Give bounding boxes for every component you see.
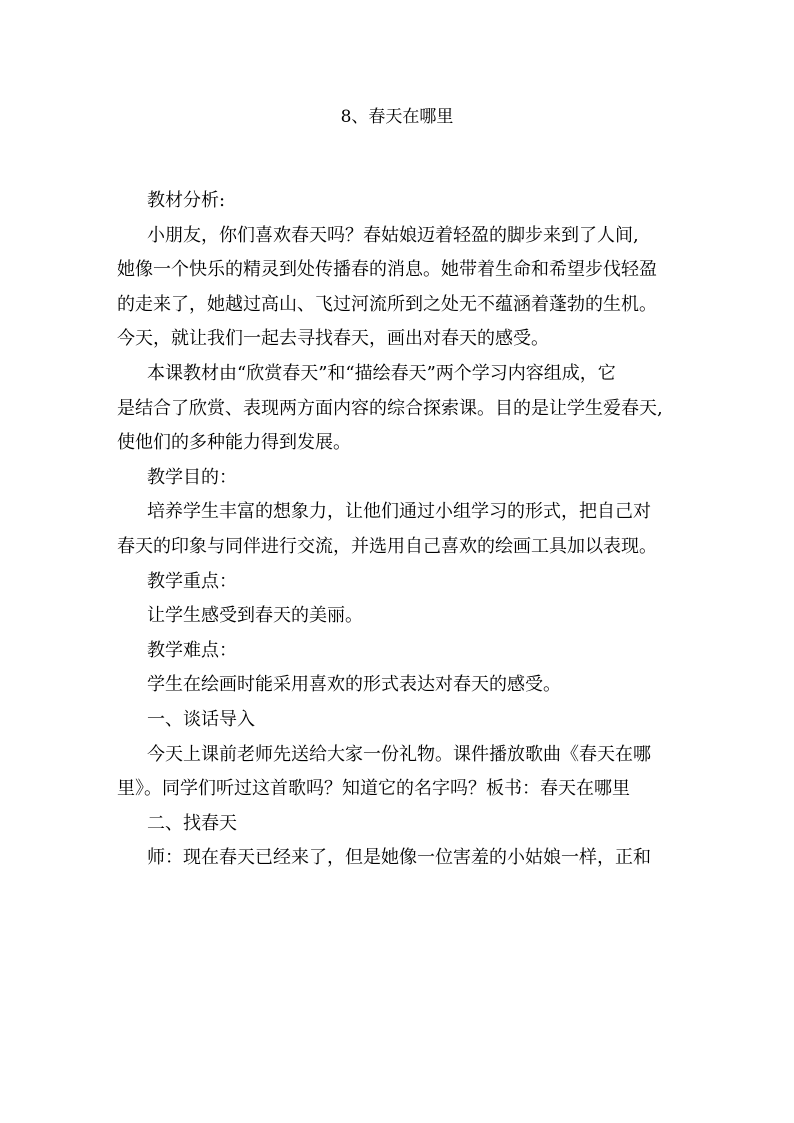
text-line: 教学重点：	[147, 570, 237, 592]
text-line: 里》。同学们听过这首歌吗？知道它的名字吗？板书：春天在哪里	[117, 778, 630, 800]
text-line: 今天，就让我们一起去寻找春天，画出对春天的感受。	[117, 328, 549, 350]
text-line: 教学目的：	[147, 466, 237, 488]
text-line: 教材分析:	[147, 190, 226, 211]
document-title: 8、春天在哪里	[340, 107, 454, 127]
text-line: 本课教材由“欣赏春天”和“描绘春天”两个学习内容组成，它	[147, 362, 616, 384]
text-line: 培养学生丰富的想象力，让他们通过小组学习的形式，把自己对	[147, 501, 651, 523]
text-line: 二、找春天	[147, 812, 237, 834]
text-line: 春天的印象与同伴进行交流，并选用自己喜欢的绘画工具加以表现。	[117, 535, 657, 557]
text-line: 小朋友，你们喜欢春天吗？春姑娘迈着轻盈的脚步来到了人间,	[147, 224, 639, 246]
text-line: 今天上课前老师先送给大家一份礼物。课件播放歌曲《春天在哪	[147, 743, 651, 765]
text-line: 她像一个快乐的精灵到处传播春的消息。她带着生命和希望步伐轻盈	[117, 259, 657, 281]
document-body	[117, 184, 687, 876]
text-line: 一、谈话导入	[147, 708, 255, 730]
text-line: 师：现在春天已经来了，但是她像一位害羞的小姑娘一样，正和	[147, 847, 651, 869]
text-line: 学生在绘画时能采用喜欢的形式表达对春天的感受。	[147, 674, 561, 696]
text-line: 的走来了，她越过高山、飞过河流所到之处无不蕴涵着蓬勃的生机。	[117, 293, 657, 315]
text-line: 让学生感受到春天的美丽。	[147, 605, 363, 627]
text-line: 教学难点：	[147, 639, 237, 661]
text-line: 是结合了欣赏、表现两方面内容的综合探索课。目的是让学生爱春天,	[117, 397, 663, 419]
text-line: 使他们的多种能力得到发展。	[117, 432, 351, 454]
